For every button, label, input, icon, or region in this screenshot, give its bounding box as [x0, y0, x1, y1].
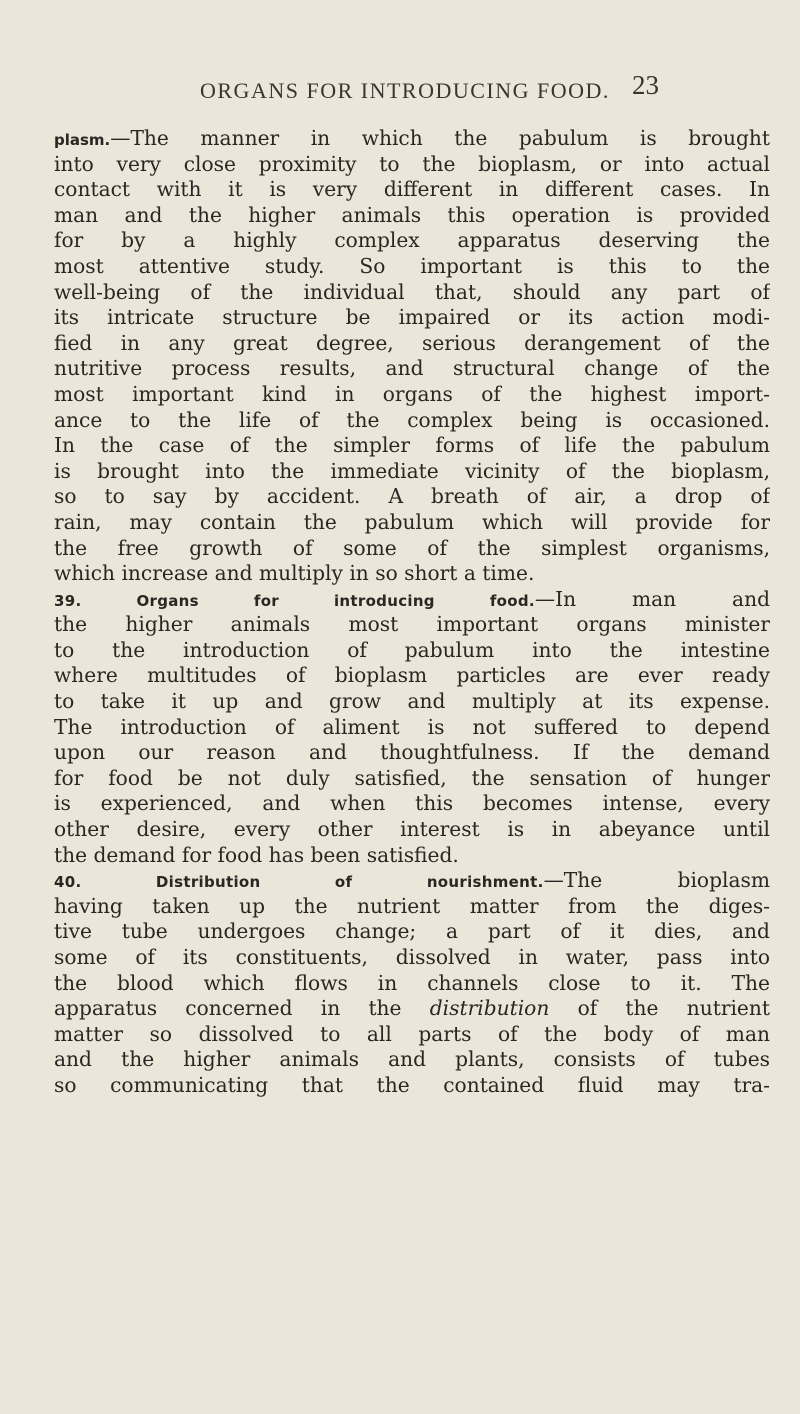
text-line: the free growth of some of the simplest organisms,: [54, 535, 770, 560]
text-line: is brought into the immediate vicinity of the bioplasm,: [54, 458, 770, 483]
text-line: the demand for food has been satisfied.: [54, 842, 459, 867]
text-line: most attentive study. So important is this to the: [54, 253, 770, 278]
text-line: for by a highly complex apparatus deserving the: [54, 228, 770, 253]
text-line: which increase and multiply in so short a time.: [54, 561, 535, 586]
text-line: having taken up the nutrient matter from the diges-: [54, 893, 770, 918]
text-line: its intricate structure be impaired or its action modi-: [54, 305, 770, 330]
text-line: so communicating that the contained fluid may tra-: [54, 1072, 770, 1097]
text-line: is experienced, and when this becomes intense, every: [54, 791, 770, 816]
text-line: upon our reason and thoughtfulness. If the demand: [54, 740, 770, 765]
text-line: fied in any great degree, serious derangement of the: [54, 330, 770, 355]
text-line: and the higher animals and plants, consists of tubes: [54, 1047, 770, 1072]
text-line: where multitudes of bioplasm particles are ever ready: [54, 663, 770, 688]
running-head: [0, 70, 800, 110]
text-line: to take it up and grow and multiply at its expense.: [54, 689, 770, 714]
continued-word: plasm.: [54, 131, 111, 149]
text-line: most important kind in organs of the highest import-: [54, 381, 770, 406]
text-line: contact with it is very different in different cases. In: [54, 177, 770, 202]
text-line: In the case of the simpler forms of life the pabulum: [54, 433, 770, 458]
text-line: for food be not duly satisfied, the sensation of hunger: [54, 765, 770, 790]
text-line: 40. Distribution of nourishment.—The bioplasm: [54, 868, 770, 893]
text-line: well-being of the individual that, should any part of: [54, 279, 770, 304]
text-line: other desire, every other interest is in abeyance until: [54, 817, 770, 842]
text-line: some of its constituents, dissolved in water, pass into: [54, 945, 770, 969]
section-heading-40: 40. Distribution of nourishment.: [54, 873, 544, 892]
text-line: the higher animals most important organs minister: [54, 612, 770, 637]
page-number: 23: [632, 70, 659, 100]
text-line: 39. Organs for introducing food.—In man and: [54, 586, 770, 611]
text-line: The introduction of aliment is not suffered to depend: [54, 714, 770, 739]
body-text: [54, 126, 770, 1099]
text-line: so to say by accident. A breath of air, a drop of: [54, 484, 770, 509]
text-line: to the introduction of pabulum into the intestine: [54, 637, 770, 662]
text-line: tive tube undergoes change; a part of it dies, and: [54, 919, 770, 944]
italic-term: distribution: [429, 996, 550, 1021]
text-line: rain, may contain the pabulum which will provide for: [54, 509, 770, 534]
text-line: ance to the life of the complex being is occasioned.: [54, 407, 770, 432]
running-title: ORGANS FOR INTRODUCING FOOD.: [200, 78, 610, 103]
text-line: plasm.—The manner in which the pabulum is brought: [54, 126, 770, 150]
text-line: the blood which flows in channels close to it. The: [54, 970, 770, 995]
section-heading-39: 39. Organs for introducing food.: [54, 591, 535, 610]
text-line: apparatus concerned in the distribution of the nutrient: [54, 996, 770, 1021]
text-line: into very close proximity to the bioplasm, or into actual: [54, 151, 770, 176]
text-line: nutritive process results, and structural change of the: [54, 356, 770, 381]
text-line: matter so dissolved to all parts of the body of man: [54, 1021, 770, 1046]
text-line: man and the higher animals this operation is provided: [54, 202, 770, 227]
